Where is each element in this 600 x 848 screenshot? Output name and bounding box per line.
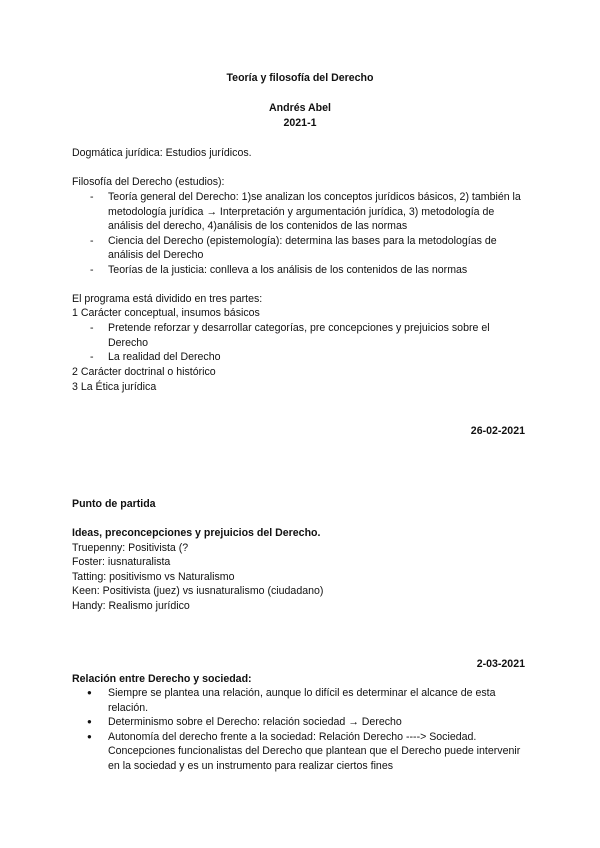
filosofia-heading: Filosofía del Derecho (estudios): (72, 176, 225, 188)
document-term: 2021-1 (283, 117, 317, 129)
list-item: - Teorías de la justicia: conlleva a los análisis de los contenidos de las normas (72, 263, 524, 278)
list-item: - Ciencia del Derecho (epistemología): determina las bases para la metodologías de análisis del Derecho (72, 234, 524, 263)
list-item: - Teoría general del Derecho: 1)se analizan los conceptos jurídicos básicos, 2) también la metodología jurídica → Interpretación y argumentación jurídica, 3) metodología de análisis del derecho, 4)análisis de los contenidos de las normas (72, 190, 524, 234)
list-item: - Pretende reforzar y desarrollar categorías, pre concepciones y prejuicios sobre el Derecho (72, 321, 524, 350)
list-item: ● Autonomía del derecho frente a la sociedad: Relación Derecho ----> Sociedad. Concepciones funcionalistas del Derecho que plantean que el Derecho puede intervenir en la sociedad y es un instrumento para realizar ciertos fines (72, 730, 524, 774)
list-item: - La realidad del Derecho (72, 350, 524, 365)
session-2-heading: Relación entre Derecho y sociedad: (72, 673, 252, 685)
programa-part-1-list (72, 321, 524, 365)
session-1-line: Keen: Positivista (juez) vs iusnaturalismo (ciudadano) (72, 585, 324, 597)
programa-part-2: 2 Carácter doctrinal o histórico (72, 366, 216, 378)
session-2-list (72, 686, 524, 773)
document-author: Andrés Abel (268, 102, 331, 114)
session-1-line: Tatting: positivismo vs Naturalismo (72, 571, 235, 583)
document-title: Teoría y filosofía del Derecho (226, 72, 374, 84)
programa-heading: El programa está dividido en tres partes: (72, 293, 263, 305)
session-1-subheading: Ideas, preconcepciones y prejuicios del Derecho. (72, 527, 321, 539)
session-1-line: Handy: Realismo jurídico (72, 600, 190, 612)
session-1-heading: Punto de partida (72, 498, 156, 510)
list-item: ● Siempre se plantea una relación, aunque lo difícil es determinar el alcance de esta relación. (72, 686, 524, 715)
session-1-line: Truepenny: Positivista (? (72, 542, 189, 554)
dogmatica-line: Dogmática jurídica: Estudios jurídicos. (72, 147, 252, 159)
filosofia-list (72, 190, 524, 277)
session-date-2: 2-03-2021 (476, 658, 525, 670)
session-1-line: Foster: iusnaturalista (72, 556, 171, 568)
list-item: ● Determinismo sobre el Derecho: relación sociedad → Derecho (72, 715, 524, 730)
session-date-1: 26-02-2021 (470, 425, 525, 437)
programa-part-3: 3 La Ética jurídica (72, 381, 157, 393)
programa-part-1: 1 Carácter conceptual, insumos básicos (72, 307, 260, 319)
